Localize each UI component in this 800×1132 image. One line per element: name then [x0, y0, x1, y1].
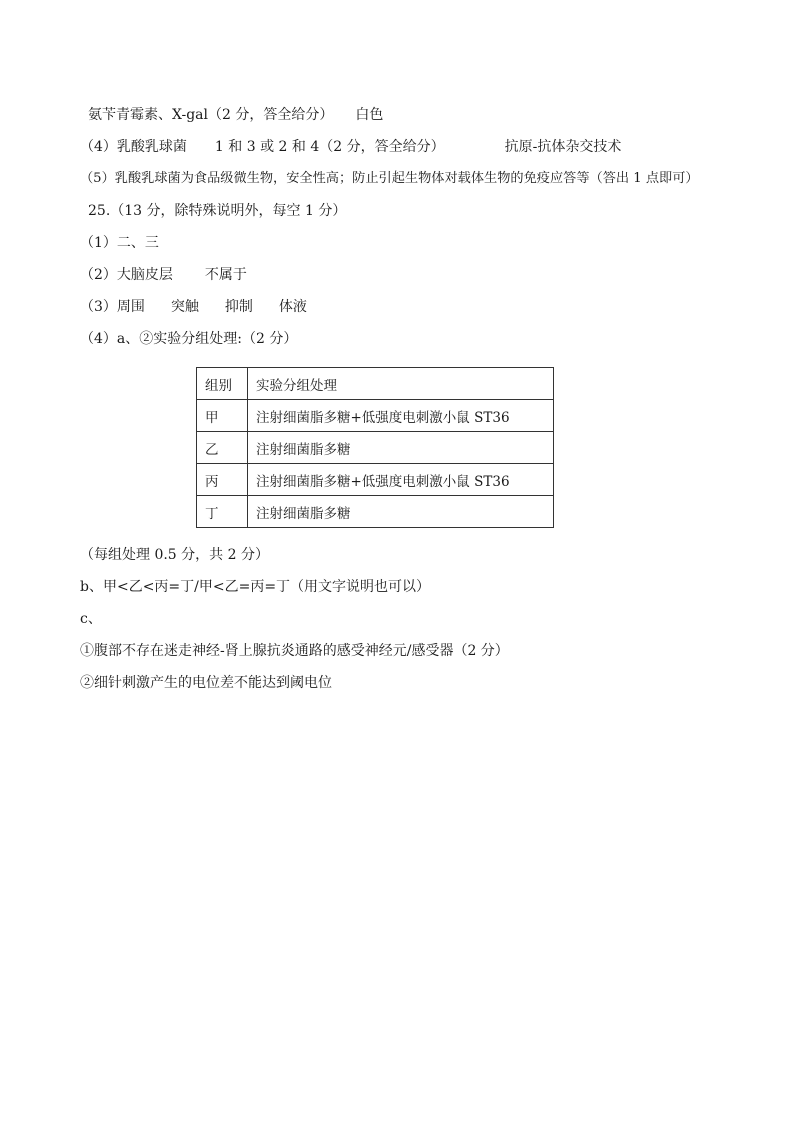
answer-25-3	[80, 298, 307, 316]
answer-25-1	[80, 234, 159, 252]
table-row	[197, 464, 554, 496]
answer-24-4-label: （4）乳酸乳球菌	[80, 139, 187, 155]
answer-25-2-result: 不属于	[204, 267, 247, 283]
answer-25-3-c: 体液	[278, 299, 307, 315]
answer-25-note	[80, 546, 269, 564]
answer-25-3-b: 抑制	[224, 299, 253, 315]
answer-line-24-3	[88, 106, 383, 124]
question-25-header	[88, 202, 346, 220]
table-cell-treatment: 注射细菌脂多糖	[248, 496, 554, 528]
table-cell-treatment: 注射细菌脂多糖+低强度电刺激小鼠 ST36	[248, 400, 554, 432]
table-cell-treatment: 注射细菌脂多糖	[248, 432, 554, 464]
answer-24-4-mid: 1 和 3 或 2 和 4（2 分，答全给分）	[214, 139, 445, 155]
answer-25-note-text: （每组处理 0.5 分，共 2 分）	[80, 547, 269, 563]
answer-25-3-label: （3）周围	[80, 299, 145, 315]
answer-line-24-4	[80, 138, 621, 156]
answer-25-4a	[80, 330, 297, 348]
answer-24-5-text: （5）乳酸乳球菌为食品级微生物，安全性高；防止引起生物体对载体生物的免疫应答等（答出 1 点即可）	[80, 171, 699, 186]
answer-25-c	[80, 610, 102, 628]
question-25-header-text: 25.（13 分，除特殊说明外，每空 1 分）	[88, 203, 347, 219]
table-cell-group: 丙	[197, 464, 248, 496]
table-header-row	[197, 368, 554, 400]
answer-25-c1-text: ①腹部不存在迷走神经-肾上腺抗炎通路的感受神经元/感受器（2 分）	[80, 643, 509, 659]
table-cell-group: 乙	[197, 432, 248, 464]
table-cell-treatment: 注射细菌脂多糖+低强度电刺激小鼠 ST36	[248, 464, 554, 496]
answer-25-2	[80, 266, 247, 284]
answer-line-24-5	[80, 170, 699, 188]
answer-24-3-text: 氨苄青霉素、X-gal（2 分，答全给分）	[88, 107, 334, 123]
answer-25-c2-text: ②细针刺激产生的电位差不能达到阈电位	[80, 675, 332, 691]
answer-25-b	[80, 578, 430, 596]
table-row	[197, 496, 554, 528]
experiment-group-table	[196, 367, 554, 528]
table-row	[197, 432, 554, 464]
answer-24-3-result: 白色	[355, 107, 384, 123]
answer-25-1-text: （1）二、三	[80, 235, 159, 251]
answer-25-3-a: 突触	[170, 299, 199, 315]
table-header-cell: 组别	[197, 368, 248, 400]
table-cell-group: 甲	[197, 400, 248, 432]
answer-25-c-text: c、	[80, 611, 102, 627]
table-row	[197, 400, 554, 432]
answer-25-2-label: （2）大脑皮层	[80, 267, 173, 283]
answer-25-c2	[80, 674, 332, 692]
answer-25-c1	[80, 642, 509, 660]
answer-25-b-text: b、甲<乙<丙=丁/甲<乙=丙=丁（用文字说明也可以）	[80, 579, 431, 595]
answer-25-4a-text: （4）a、②实验分组处理:（2 分）	[80, 331, 298, 347]
table-header-cell: 实验分组处理	[248, 368, 554, 400]
table-cell-group: 丁	[197, 496, 248, 528]
answer-24-4-result: 抗原-抗体杂交技术	[504, 139, 622, 155]
